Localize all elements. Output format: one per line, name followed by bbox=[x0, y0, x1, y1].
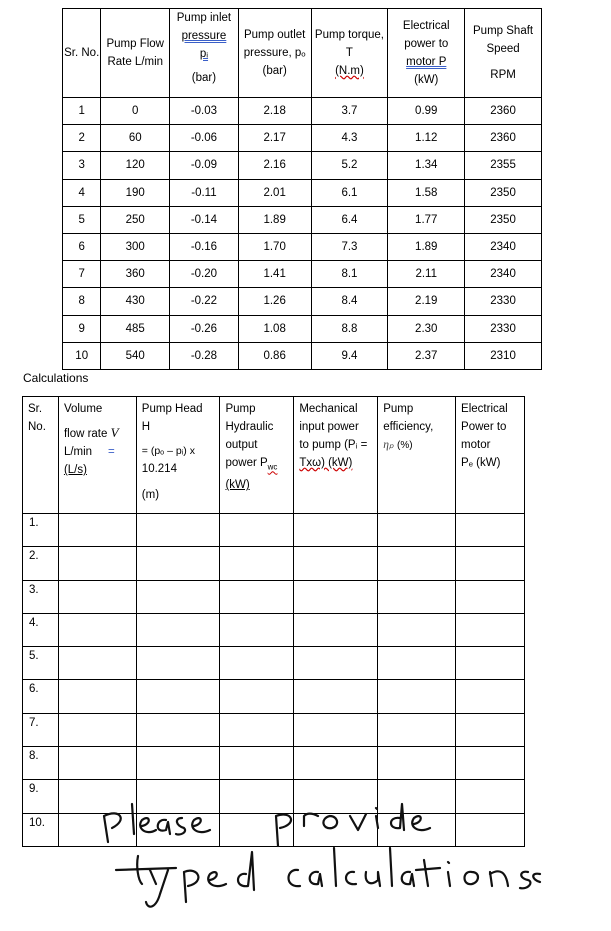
cell-flow: 60 bbox=[101, 125, 170, 152]
calc-empty-cell[interactable] bbox=[220, 747, 294, 780]
calc-row bbox=[23, 613, 525, 646]
calc-empty-cell[interactable] bbox=[294, 647, 378, 680]
calc-empty-cell[interactable] bbox=[456, 547, 525, 580]
calc-empty-cell[interactable] bbox=[294, 747, 378, 780]
cell-sr: 8 bbox=[63, 288, 101, 315]
table-row bbox=[63, 98, 542, 125]
calculations-label: Calculations bbox=[23, 371, 89, 385]
calc-row-number: 7. bbox=[23, 713, 59, 746]
calc-header-electrical-power: Electrical Power to motor Pₑ (kW) bbox=[456, 397, 525, 514]
cell-torque: 7.3 bbox=[311, 233, 388, 260]
cell-sr: 6 bbox=[63, 233, 101, 260]
cell-outlet: 0.86 bbox=[238, 342, 311, 369]
cell-torque: 3.7 bbox=[311, 98, 388, 125]
cell-outlet: 2.18 bbox=[238, 98, 311, 125]
cell-flow: 120 bbox=[101, 152, 170, 179]
cell-power: 2.11 bbox=[388, 261, 465, 288]
cell-outlet: 1.70 bbox=[238, 233, 311, 260]
cell-torque: 9.4 bbox=[311, 342, 388, 369]
cell-power: 2.37 bbox=[388, 342, 465, 369]
cell-sr: 10 bbox=[63, 342, 101, 369]
table-header-row bbox=[63, 9, 542, 98]
cell-inlet: -0.11 bbox=[170, 179, 239, 206]
cell-outlet: 2.01 bbox=[238, 179, 311, 206]
cell-inlet: -0.06 bbox=[170, 125, 239, 152]
calc-empty-cell[interactable] bbox=[220, 580, 294, 613]
cell-flow: 540 bbox=[101, 342, 170, 369]
calc-empty-cell[interactable] bbox=[294, 680, 378, 713]
cell-inlet: -0.26 bbox=[170, 315, 239, 342]
calc-empty-cell[interactable] bbox=[58, 580, 136, 613]
calc-empty-cell[interactable] bbox=[294, 613, 378, 646]
calc-empty-cell[interactable] bbox=[378, 680, 456, 713]
table-row bbox=[63, 206, 542, 233]
calc-empty-cell[interactable] bbox=[456, 514, 525, 547]
cell-outlet: 2.17 bbox=[238, 125, 311, 152]
calc-empty-cell[interactable] bbox=[136, 514, 220, 547]
cell-inlet: -0.03 bbox=[170, 98, 239, 125]
calc-empty-cell[interactable] bbox=[58, 680, 136, 713]
cell-outlet: 2.16 bbox=[238, 152, 311, 179]
pump-test-data-table bbox=[62, 8, 542, 370]
calc-empty-cell[interactable] bbox=[456, 680, 525, 713]
cell-flow: 0 bbox=[101, 98, 170, 125]
calc-empty-cell[interactable] bbox=[456, 647, 525, 680]
calc-empty-cell[interactable] bbox=[378, 514, 456, 547]
calc-row bbox=[23, 514, 525, 547]
table-row bbox=[63, 342, 542, 369]
header-outlet-pressure: Pump outlet pressure, pₒ (bar) bbox=[238, 9, 311, 98]
cell-sr: 1 bbox=[63, 98, 101, 125]
calc-empty-cell[interactable] bbox=[456, 613, 525, 646]
calc-empty-cell[interactable] bbox=[136, 647, 220, 680]
cell-power: 2.19 bbox=[388, 288, 465, 315]
calc-header-volume-flow: Volume flow rate V L/min = (L/s) bbox=[58, 397, 136, 514]
calc-empty-cell[interactable] bbox=[294, 547, 378, 580]
handwritten-note bbox=[0, 790, 611, 931]
calc-empty-cell[interactable] bbox=[378, 580, 456, 613]
calc-empty-cell[interactable] bbox=[294, 580, 378, 613]
handwriting-strokes bbox=[104, 804, 540, 907]
cell-outlet: 1.08 bbox=[238, 315, 311, 342]
calc-row-number: 8. bbox=[23, 747, 59, 780]
cell-outlet: 1.41 bbox=[238, 261, 311, 288]
cell-outlet: 1.89 bbox=[238, 206, 311, 233]
calc-row bbox=[23, 747, 525, 780]
calc-header-mechanical-power: Mechanical input power to pump (Pᵢ = Txω) (kW) bbox=[294, 397, 378, 514]
calc-empty-cell[interactable] bbox=[136, 680, 220, 713]
calc-empty-cell[interactable] bbox=[220, 680, 294, 713]
calc-empty-cell[interactable] bbox=[378, 747, 456, 780]
calc-row bbox=[23, 580, 525, 613]
cell-outlet: 1.26 bbox=[238, 288, 311, 315]
calc-empty-cell[interactable] bbox=[294, 713, 378, 746]
cell-inlet: -0.28 bbox=[170, 342, 239, 369]
cell-power: 1.89 bbox=[388, 233, 465, 260]
calc-row-number: 10. bbox=[23, 813, 59, 846]
calc-empty-cell[interactable] bbox=[220, 514, 294, 547]
cell-torque: 6.1 bbox=[311, 179, 388, 206]
calc-header-row bbox=[23, 397, 525, 514]
cell-sr: 5 bbox=[63, 206, 101, 233]
cell-flow: 360 bbox=[101, 261, 170, 288]
calc-empty-cell[interactable] bbox=[220, 613, 294, 646]
cell-sr: 9 bbox=[63, 315, 101, 342]
calc-row-number: 3. bbox=[23, 580, 59, 613]
cell-speed: 2330 bbox=[465, 315, 542, 342]
calc-empty-cell[interactable] bbox=[58, 514, 136, 547]
cell-speed: 2360 bbox=[465, 98, 542, 125]
cell-speed: 2330 bbox=[465, 288, 542, 315]
calc-empty-cell[interactable] bbox=[58, 547, 136, 580]
calc-header-sr: Sr. No. bbox=[23, 397, 59, 514]
calculations-table bbox=[22, 396, 525, 847]
calc-empty-cell[interactable] bbox=[456, 580, 525, 613]
calc-empty-cell[interactable] bbox=[136, 713, 220, 746]
cell-torque: 8.4 bbox=[311, 288, 388, 315]
cell-flow: 250 bbox=[101, 206, 170, 233]
cell-torque: 4.3 bbox=[311, 125, 388, 152]
cell-power: 1.34 bbox=[388, 152, 465, 179]
calc-row-number: 4. bbox=[23, 613, 59, 646]
cell-flow: 300 bbox=[101, 233, 170, 260]
table-row bbox=[63, 261, 542, 288]
calc-empty-cell[interactable] bbox=[58, 613, 136, 646]
calc-row-number: 1. bbox=[23, 514, 59, 547]
calc-empty-cell[interactable] bbox=[136, 747, 220, 780]
header-flow-rate: Pump Flow Rate L/min bbox=[101, 9, 170, 98]
table-row bbox=[63, 288, 542, 315]
calc-row bbox=[23, 547, 525, 580]
calc-empty-cell[interactable] bbox=[136, 613, 220, 646]
cell-flow: 190 bbox=[101, 179, 170, 206]
cell-inlet: -0.14 bbox=[170, 206, 239, 233]
cell-flow: 430 bbox=[101, 288, 170, 315]
cell-speed: 2340 bbox=[465, 233, 542, 260]
calc-empty-cell[interactable] bbox=[136, 547, 220, 580]
table-row bbox=[63, 152, 542, 179]
cell-torque: 8.8 bbox=[311, 315, 388, 342]
calc-row-number: 9. bbox=[23, 780, 59, 813]
calc-header-hydraulic-power: Pump Hydraulic output power $P_{wc}$ (kW) bbox=[220, 397, 294, 514]
calc-empty-cell[interactable] bbox=[220, 547, 294, 580]
cell-flow: 485 bbox=[101, 315, 170, 342]
calc-empty-cell[interactable] bbox=[456, 747, 525, 780]
cell-speed: 2355 bbox=[465, 152, 542, 179]
cell-sr: 2 bbox=[63, 125, 101, 152]
cell-inlet: -0.22 bbox=[170, 288, 239, 315]
cell-torque: 5.2 bbox=[311, 152, 388, 179]
cell-speed: 2350 bbox=[465, 206, 542, 233]
cell-power: 1.77 bbox=[388, 206, 465, 233]
calc-empty-cell[interactable] bbox=[136, 580, 220, 613]
cell-power: 2.30 bbox=[388, 315, 465, 342]
header-electrical-power: Electrical power to motor P (kW) bbox=[388, 9, 465, 98]
calc-empty-cell[interactable] bbox=[456, 713, 525, 746]
calc-empty-cell[interactable] bbox=[58, 747, 136, 780]
calc-empty-cell[interactable] bbox=[378, 547, 456, 580]
calc-header-pump-efficiency: Pump efficiency, ηₚ (%) bbox=[378, 397, 456, 514]
header-sr-no: Sr. No. bbox=[63, 9, 101, 98]
table-row bbox=[63, 315, 542, 342]
calc-empty-cell[interactable] bbox=[58, 713, 136, 746]
cell-power: 0.99 bbox=[388, 98, 465, 125]
table-row bbox=[63, 125, 542, 152]
header-shaft-speed: Pump Shaft Speed RPM bbox=[465, 9, 542, 98]
calc-empty-cell[interactable] bbox=[58, 647, 136, 680]
calc-row bbox=[23, 713, 525, 746]
cell-inlet: -0.20 bbox=[170, 261, 239, 288]
cell-power: 1.12 bbox=[388, 125, 465, 152]
calc-empty-cell[interactable] bbox=[220, 647, 294, 680]
calc-empty-cell[interactable] bbox=[294, 514, 378, 547]
cell-inlet: -0.16 bbox=[170, 233, 239, 260]
calc-empty-cell[interactable] bbox=[378, 713, 456, 746]
cell-speed: 2350 bbox=[465, 179, 542, 206]
calc-row bbox=[23, 647, 525, 680]
cell-torque: 8.1 bbox=[311, 261, 388, 288]
cell-sr: 4 bbox=[63, 179, 101, 206]
calc-empty-cell[interactable] bbox=[378, 647, 456, 680]
cell-sr: 3 bbox=[63, 152, 101, 179]
calc-header-pump-head: Pump Head H = (pₒ – pᵢ) x 10.214 (m) bbox=[136, 397, 220, 514]
header-torque: Pump torque, T (N.m) bbox=[311, 9, 388, 98]
table-row bbox=[63, 179, 542, 206]
calc-empty-cell[interactable] bbox=[378, 613, 456, 646]
cell-speed: 2360 bbox=[465, 125, 542, 152]
calc-row-number: 6. bbox=[23, 680, 59, 713]
header-inlet-pressure: Pump inlet pressure pᵢ (bar) bbox=[170, 9, 239, 98]
calc-row bbox=[23, 680, 525, 713]
calc-row-number: 2. bbox=[23, 547, 59, 580]
calc-row-number: 5. bbox=[23, 647, 59, 680]
cell-speed: 2310 bbox=[465, 342, 542, 369]
table-row bbox=[63, 233, 542, 260]
cell-torque: 6.4 bbox=[311, 206, 388, 233]
cell-inlet: -0.09 bbox=[170, 152, 239, 179]
cell-power: 1.58 bbox=[388, 179, 465, 206]
cell-speed: 2340 bbox=[465, 261, 542, 288]
cell-sr: 7 bbox=[63, 261, 101, 288]
calc-empty-cell[interactable] bbox=[220, 713, 294, 746]
